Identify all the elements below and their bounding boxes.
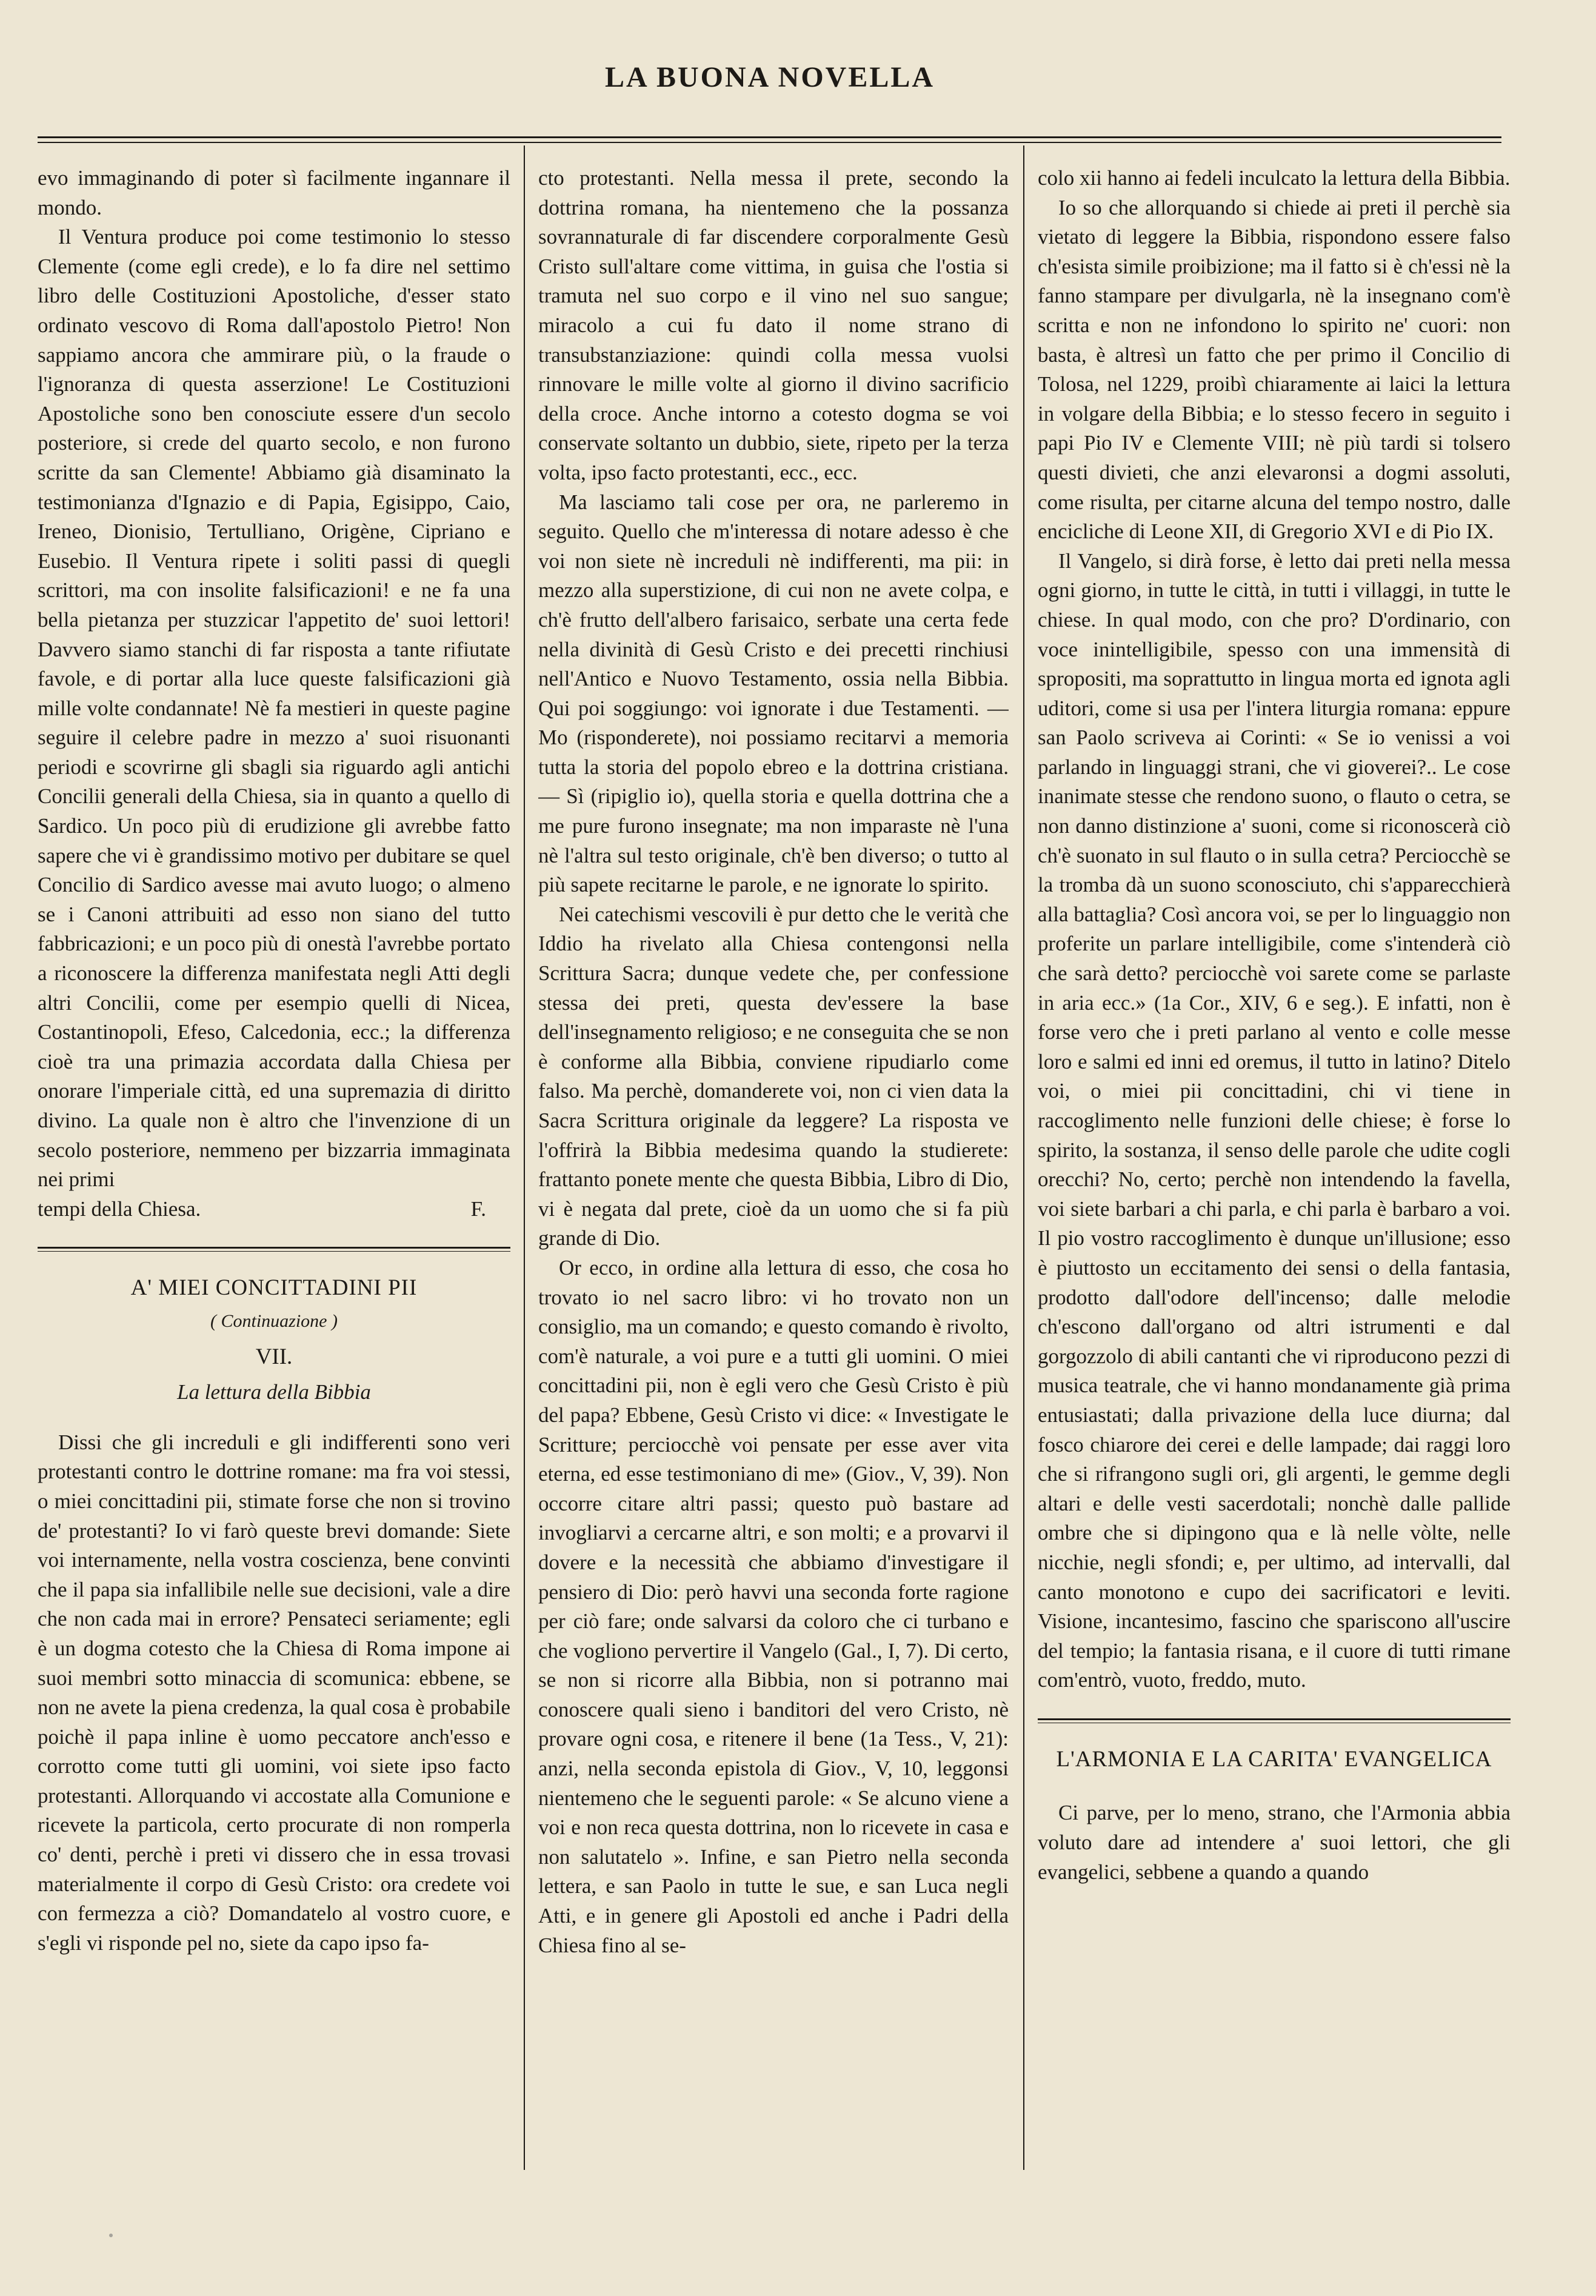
section-rule bbox=[1038, 1718, 1511, 1723]
signature: F. bbox=[470, 1196, 486, 1221]
column-1 bbox=[38, 164, 510, 2164]
closing-text: tempi della Chiesa. bbox=[38, 1196, 201, 1221]
section-subtitle: La lettura della Bibbia bbox=[177, 1380, 371, 1404]
paragraph: Or ecco, in ordine alla lettura di esso, che cosa ho trovato io nel sacro libro: vi ho trovato non un consiglio, ma un comando; e questo comando è rivolto, com'è naturale, a voi pure e a tutti gli uomini. O miei concittadini pii, non è egli vero che Gesù Cristo è più del papa? Ebbene, Gesù Cristo vi dice: « Investigate le Scritture; perciocchè voi pensate per esse aver vita eterna, ed esse testimoniano di me» (Giov., V, 39). Non occorre citare altri passi; questo può bastare ad invogliarvi a cercarne altri, e son molti; e a provarvi il dovere e la necessità che abbiamo d'investigare il pensiero di Dio: però havvi una seconda forte ragione per ciò fare; onde salvarsi da coloro che ci turbano e che vogliono pervertire il Vangelo (Gal., I, 7). Di certo, se non si ricorre alla Bibbia, non si potranno mai conoscere quali sieno i banditori del vero Cristo, nè provare ogni cosa, e ritenere il bene (1a Tess., V, 21): anzi, nella seconda epistola di Giov., V, 10, leggonsi nientemeno che le seguenti parole: « Se alcuno viene a voi e non reca questa dottrina, non lo ricevete in casa e non salutatelo ». Infine, e san Pietro nella seconda lettera, e san Paolo in tutte le sue, e san Luca negli Atti, e in genere gli Apostoli ed anche i Padri della Chiesa fino al se- bbox=[538, 1255, 1009, 1957]
header-rule bbox=[38, 136, 1501, 143]
signature-line bbox=[38, 1195, 510, 1224]
paragraph: Ci parve, per lo meno, strano, che l'Armonia abbia voluto dare ad intendere a' suoi lettori, che gli evangelici, sebbene a quando a quando bbox=[1038, 1801, 1511, 1884]
paragraph: Io so che allorquando si chiede ai preti il perchè sia vietato di leggere la Bibbia, rispondono essere falso ch'esista simile proibizione; ma il fatto si è ch'essi nè la fanno stampare per divulgarla, nè la insegnano com'è scritta e non ne infondono lo spirito ne' cuori: non basta, è altresì un fatto che per primo il Concilio di Tolosa, nel 1229, proibì chiaramente ai laici la lettura in volgare della Bibbia; e lo stesso fecero in seguito i papi Pio IV e Clemente VIII; nè più tardi si tolsero questi divieti, che anzi elevaronsi a dogmi assoluti, come risulta, per citarne alcuna del tempo nostro, dalle encicliche di Leone XII, di Gregorio XVI e di Pio IX. bbox=[1038, 195, 1511, 544]
paper-speck bbox=[109, 2234, 113, 2237]
paragraph: Nei catechismi vescovili è pur detto che le verità che Iddio ha rivelato alla Chiesa contengonsi nella Scrittura Sacra; dunque vedete che, per confessione stessa dei preti, questa dev'essere la base dell'insegnamento religioso; e ne conseguita che se non è conforme alla Bibbia, conviene ripudiarlo come falso. Ma perchè, domanderete voi, non ci vien data la Sacra Scrittura originale da leggere? La risposta ve l'offrirà la Bibbia medesima quando la studierete: frattanto ponete mente che questa Bibbia, Libro di Dio, vi è negata dal prete, cioè da un uomo che si fa più grande di Dio. bbox=[538, 902, 1009, 1250]
paragraph: colo xii hanno ai fedeli inculcato la lettura della Bibbia. bbox=[1038, 166, 1511, 190]
section-title: A' MIEI CONCITTADINI PII bbox=[130, 1275, 418, 1301]
column-3 bbox=[1038, 164, 1511, 2164]
masthead-title: LA BUONA NOVELLA bbox=[604, 61, 935, 93]
paragraph: evo immaginando di poter sì facilmente ingannare il mondo. bbox=[38, 166, 510, 219]
section-rule bbox=[38, 1247, 510, 1252]
paragraph: Il Vangelo, si dirà forse, è letto dai preti nella messa ogni giorno, in tutte le città, in tutti i villaggi, in tutte le chiese. In qual modo, con che pro? D'ordinario, con voce inintelligibile, spesso con una immensità di spropositi, ma soprattutto in lingua morta ed ignota agli uditori, come si usa per l'intera liturgia romana: eppure san Paolo scriveva ai Corinti: « Se io venissi a voi parlando in linguaggi strani, che vi gioverei?.. Le cose inanimate stesse che rendono suono, o flauto o cetra, se non danno distinzione a' suoni, come si riconoscerà ciò ch'è suonato in sul flauto o in sulla cetra? Perciocchè se la tromba dà un suono sconosciuto, chi s'apparecchierà alla battaglia? Così ancora voi, se per lo linguaggio non proferite un parlare intelligibile, come s'intenderà ciò che sarà detto? perciocchè voi sarete come se parlaste in aria ecc.» (1a Cor., XIV, 6 e seg.). E infatti, non è forse vero che i preti parlano al vento e colle messe loro e salmi ed inni ed oremus, il tutto in latino? Ditelo voi, o miei pii concittadini, chi vi tiene in raccoglimento nelle funzioni delle chiese; è forse lo spirito, la sostanza, il senso delle parole che udite cogli orecchi? No, certo; perchè non intendendo la favella, voi siete barbari a chi parla, e chi parla è barbaro a voi. Il pio vostro raccoglimento è dunque un'illusione; esso è piuttosto un eccitamento dei sensi o della fantasia, prodotto dall'odore dell'incenso; dalle melodie ch'escono dall'organo od altri istrumenti e dal gorgozzolo di abili cantanti che vi riproducono pezzi di musica teatrale, che vi hanno mondanamente già prima entusiastati; dalla privazione della luce diurna; dal fosco chiarore dei cerei e delle lampade; dai raggi loro che si rifrangono sugli ori, gli argenti, le gemme degli altari e delle vesti sacerdotali; nonchè dalle pallide ombre che si dipingono qua e là nelle vòlte, nelle nicchie, negli sfondi; e, per ultimo, ad intervalli, dal canto monotono e cupo dei sacrificatori e leviti. Visione, incantesimo, fascino che spariscono all'uscire del tempio; la fantasia risana, e il cuore di tutti rimane com'entrò, vuoto, freddo, muto. bbox=[1038, 549, 1511, 1692]
paragraph: Dissi che gli increduli e gli indifferenti sono veri protestanti contro le dottrine romane: ma fra voi stessi, o miei concittadini pii, stimate forse che non si trovino de' protestanti? Io vi farò queste brevi domande: Siete voi internamente, nella vostra coscienza, bene convinti che il papa sia infallibile nelle sue decisioni, vale a dire che non cada mai in errore? Pensateci seriamente; egli è un dogma cotesto che la Chiesa di Roma impone ai suoi membri sotto minaccia di scomunica: ebbene, se non ne avete la piena credenza, la qual cosa è probabile poichè il papa inline è uomo peccatore anch'esso e corrotto come tutti gli uomini, voi siete ipso facto protestanti. Allorquando vi accostate alla Comunione e ricevete la particola, certo procurate di non romperla co' denti, perchè i preti vi dissero che in essa trovasi materialmente il corpo di Gesù Cristo: ora credete voi con fermezza a ciò? Domandatelo al vostro cuore, e s'egli vi risponde pel no, siete da capo ipso fa- bbox=[38, 1430, 510, 1955]
column-2 bbox=[538, 164, 1009, 2164]
paragraph: cto protestanti. Nella messa il prete, secondo la dottrina romana, ha nientemeno che la possanza sovrannaturale di far discendere corporalmente Gesù Cristo sull'altare come vittima, in guisa che l'ostia si tramuta nel suo corpo e il vino nel suo sangue; miracolo a cui fu dato il nome strano di transubstanziazione: quindi colla messa vuolsi rinnovare le mille volte al giorno il divino sacrificio della croce. Anche intorno a cotesto dogma se voi conservate soltanto un dubbio, siete, ripeto per la terza volta, ipso facto protestanti, ecc., ecc. bbox=[538, 166, 1009, 484]
section-title: L'ARMONIA E LA CARITA' EVANGELICA bbox=[1056, 1746, 1492, 1772]
paragraph: Il Ventura produce poi come testimonio lo stesso Clemente (come egli crede), e lo fa dire nel settimo libro delle Costituzioni Apostoliche, d'esser stato ordinato vescovo di Roma dall'apostolo Pietro! Non sappiamo ancora che ammirare più, o la fraude o l'ignoranza di questa asserzione! Le Costituzioni Apostoliche sono ben conosciute essere d'un secolo posteriore, si crede del quarto secolo, e non furono scritte da san Clemente! Abbiamo già disaminato la testimonianza d'Ignazio e di Papia, Egisippo, Caio, Ireneo, Dionisio, Tertulliano, Origène, Cipriano e Eusebio. Il Ventura ripete i soliti passi di quegli scrittori, ma con insolite falsificazioni! e ne fa una bella pietanza per stuzzicar l'appetito de' suoi lettori! Davvero siamo stanchi di far risposta a tante rifiutate favole, e di portar alla luce queste falsificazioni già mille volte condannate! Nè fa mestieri in queste pagine seguire il celebre padre in mezzo a' suoi risuonanti periodi e scovrirne gli sbagli sia riguardo agli antichi Concilii generali della Chiesa, sia in quanto a quello di Sardico. Un poco più di erudizione gli avrebbe fatto sapere che vi è grandissimo motivo per dubitare se quel Concilio di Sardico avesse mai avuto luogo; o almeno se i Canoni attribuiti ad esso non siano del tutto fabbricazioni; e un poco più di onestà l'avrebbe portato a riconoscere la differenza manifestata negli Atti degli altri Concilii, come per esempio quelli di Nicea, Costantinopoli, Efeso, Calcedonia, ecc.; la differenza cioè tra una primazia accordata dalla Chiesa per onorare l'imperiale città, ed una supremazia di diritto divino. La quale non è altro che l'invenzione di un secolo posteriore, nemmeno per bizzarria immaginata nei primi bbox=[38, 225, 510, 1192]
section-continuation: ( Continuazione ) bbox=[210, 1310, 338, 1331]
section-number: VII. bbox=[255, 1344, 293, 1369]
column-divider bbox=[1023, 145, 1024, 2170]
column-divider bbox=[524, 145, 525, 2170]
paragraph: Ma lasciamo tali cose per ora, ne parleremo in seguito. Quello che m'interessa di notare adesso è che voi non siete nè increduli nè indifferenti, ma pii: in mezzo alla superstizione, di cui non ne avete colpa, e ch'è frutto dell'albero farisaico, serbate una certa fede nella divinità di Gesù Cristo e dei precetti rinchiusi nell'Antico e Nuovo Testamento, ossia nella Bibbia. Qui poi soggiungo: voi ignorate i due Testamenti. — Mo (risponderete), noi possiamo recitarvi a memoria tutta la storia del popolo ebreo e la dottrina cristiana. — Sì (ripiglio io), quella storia e quella dottrina che a me pure furono insegnate; ma non imparaste nè l'una nè l'altra sul testo originale, ch'è ben diverso; o tutto al più sapete recitarne le parole, e ne ignorate lo spirito. bbox=[538, 490, 1009, 897]
